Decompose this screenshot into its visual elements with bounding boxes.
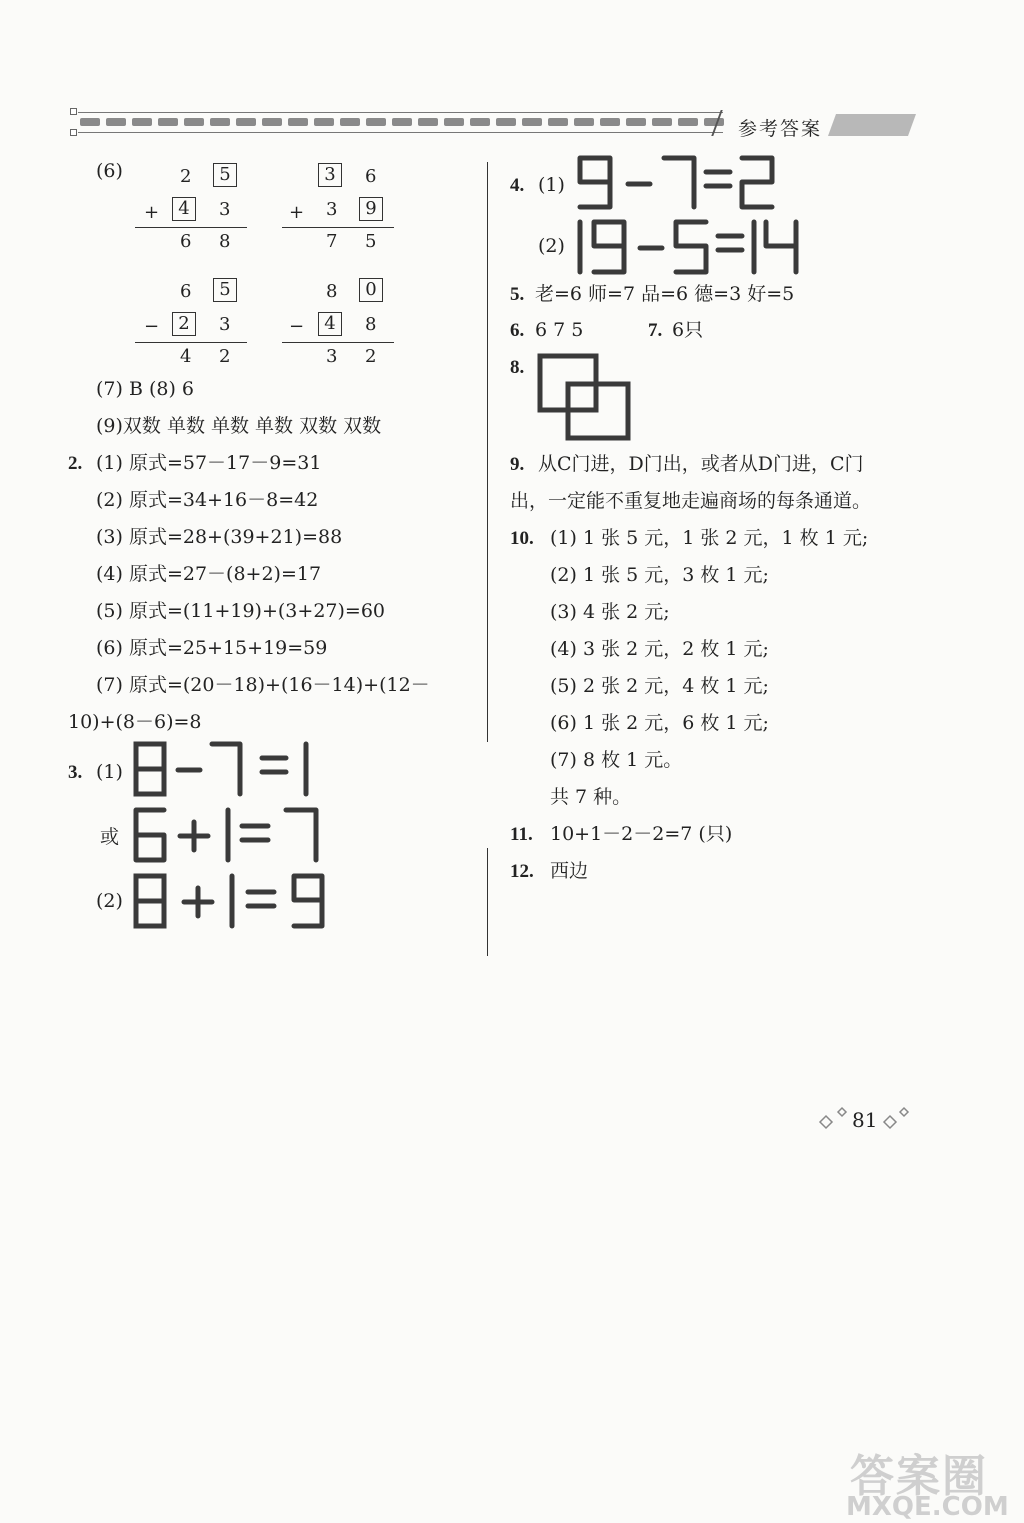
list-item: (6) 原式=25+15+19=59 bbox=[96, 637, 328, 659]
list-item: (3) 原式=28+(39+21)=88 bbox=[96, 526, 343, 548]
answer-q9-line1: 从C门进，D门出，或者从D门进，C门 bbox=[538, 453, 864, 475]
question-number: 4. bbox=[510, 175, 525, 196]
digit: 8 bbox=[326, 281, 338, 302]
answer-box: 5 bbox=[213, 278, 237, 302]
list-item: (4) 原式=27－(8+2)=17 bbox=[96, 563, 322, 585]
answer-q6: 6 7 5 bbox=[535, 319, 584, 341]
list-item: (2) 原式=34+16－8=42 bbox=[96, 489, 319, 511]
matchstick-equation-3-1-alt bbox=[136, 810, 316, 860]
question-number: 11. bbox=[510, 824, 533, 845]
answer-q9: (9)双数 单数 单数 单数 双数 双数 bbox=[96, 415, 382, 437]
answer-q7: 6只 bbox=[672, 319, 704, 341]
operator: − bbox=[144, 316, 160, 337]
answer-q11: 10+1－2－2=7 (只) bbox=[550, 823, 733, 845]
answer-q5: 老=6 师=7 品=6 德=3 好=5 bbox=[535, 283, 795, 305]
q3-or: 或 bbox=[100, 826, 120, 848]
operator: + bbox=[144, 202, 160, 223]
header-title: 参考答案 bbox=[738, 118, 823, 140]
matchstick-equation-4-2 bbox=[580, 222, 796, 272]
question-number: 7. bbox=[648, 320, 663, 341]
answer-box: 9 bbox=[359, 197, 383, 221]
digit: 7 bbox=[326, 231, 338, 252]
question-number: 9. bbox=[510, 454, 525, 475]
digit: 6 bbox=[180, 231, 192, 252]
digit: 3 bbox=[219, 314, 231, 335]
operator: + bbox=[289, 202, 305, 223]
question-number: 5. bbox=[510, 284, 525, 305]
digit: 3 bbox=[326, 346, 338, 367]
question-number: 8. bbox=[510, 357, 525, 378]
digit: 2 bbox=[180, 166, 192, 187]
digit: 2 bbox=[365, 346, 377, 367]
question-number: 2. bbox=[68, 453, 83, 474]
answer-q7-q8: (7) B (8) 6 bbox=[96, 378, 194, 400]
matchstick-equation-3-2 bbox=[136, 876, 322, 926]
q10-total: 共 7 种。 bbox=[550, 786, 632, 808]
list-item: (4) 3 张 2 元，2 枚 1 元; bbox=[550, 638, 769, 660]
q6-label: (6) bbox=[96, 160, 123, 182]
answer-box: 5 bbox=[213, 163, 237, 187]
list-item: (7) 8 枚 1 元。 bbox=[550, 749, 683, 771]
answer-box: 3 bbox=[318, 163, 342, 187]
answer-box: 2 bbox=[172, 312, 196, 336]
list-item: (3) 4 张 2 元; bbox=[550, 601, 670, 623]
list-item: (1) 1 张 5 元，1 张 2 元，1 枚 1 元; bbox=[550, 527, 869, 549]
matchstick-equation-3-1 bbox=[136, 744, 306, 794]
matchstick-equation-4-1 bbox=[580, 158, 772, 207]
answer-q9-line2: 出，一定能不重复地走遍商场的每条通道。 bbox=[510, 490, 872, 512]
operator: − bbox=[289, 316, 305, 337]
q4-part-2: (2) bbox=[538, 235, 565, 257]
digit: 8 bbox=[365, 314, 377, 335]
list-item: (1) 原式=57－17－9=31 bbox=[96, 452, 322, 474]
digit: 3 bbox=[219, 199, 231, 220]
digit: 5 bbox=[365, 231, 377, 252]
list-item: (7) 原式=(20－18)+(16－14)+(12－ bbox=[96, 674, 430, 696]
answer-box: 4 bbox=[172, 197, 196, 221]
digit: 8 bbox=[219, 231, 231, 252]
q3-part-2: (2) bbox=[96, 890, 123, 912]
question-number: 12. bbox=[510, 861, 534, 882]
watermark-logo: 答案圈 bbox=[850, 1451, 988, 1502]
page-number: 81 bbox=[852, 1108, 878, 1132]
question-number: 3. bbox=[68, 762, 83, 783]
answer-box: 0 bbox=[359, 278, 383, 302]
list-item: (2) 1 张 5 元，3 枚 1 元; bbox=[550, 564, 769, 586]
digit: 6 bbox=[365, 166, 377, 187]
q4-part-1: (1) bbox=[538, 174, 565, 196]
list-item: (5) 原式=(11+19)+(3+27)=60 bbox=[96, 600, 385, 622]
digit: 4 bbox=[180, 346, 192, 367]
question-number: 10. bbox=[510, 528, 534, 549]
digit: 3 bbox=[326, 199, 338, 220]
answer-box: 4 bbox=[318, 312, 342, 336]
answer-q12: 西边 bbox=[550, 860, 589, 882]
digit: 6 bbox=[180, 281, 192, 302]
matchstick-squares-8 bbox=[540, 356, 628, 438]
list-item: (6) 1 张 2 元，6 枚 1 元; bbox=[550, 712, 769, 734]
question-number: 6. bbox=[510, 320, 525, 341]
digit: 2 bbox=[219, 346, 231, 367]
list-item: (5) 2 张 2 元，4 枚 1 元; bbox=[550, 675, 769, 697]
q2-continuation: 10)+(8－6)=8 bbox=[68, 711, 202, 733]
watermark-url: MXQE.COM bbox=[846, 1492, 1009, 1522]
q3-part-1: (1) bbox=[96, 761, 123, 783]
